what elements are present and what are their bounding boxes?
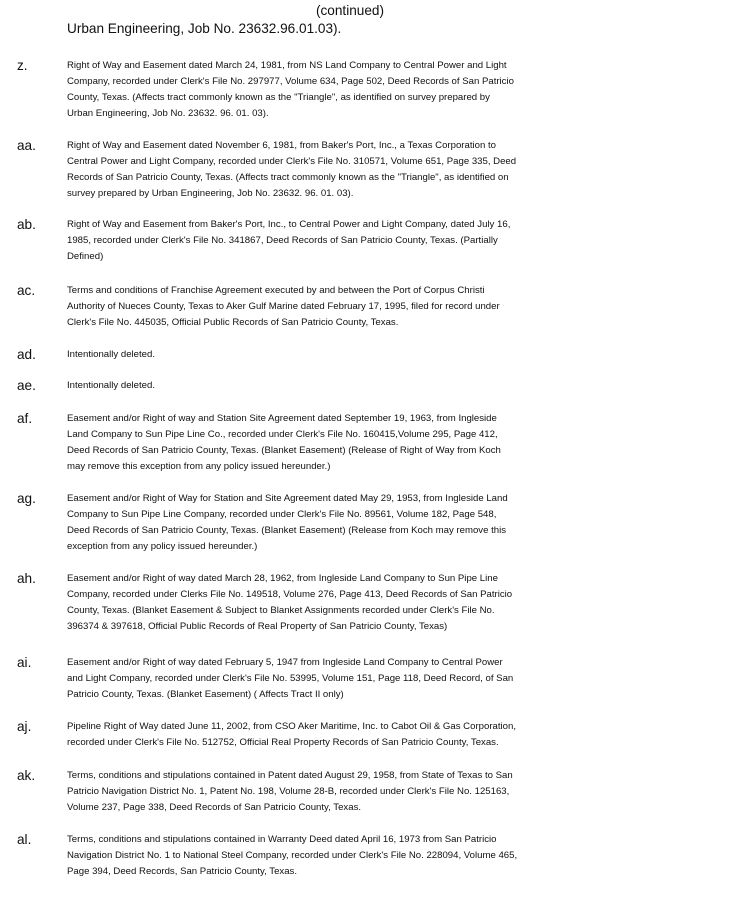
item-text (67, 571, 734, 635)
item-text-line: recorded under Clerk's File No. 512752, Official Real Property Records of San Patricio County, Texas. (67, 737, 499, 748)
item-letter: af. (17, 411, 33, 426)
item-text-line: Patricio County, Texas. (Blanket Easement) ( Affects Tract II only) (67, 689, 344, 700)
item-letter: ai. (17, 655, 32, 670)
item-text-line: Company, recorded under Clerks File No. 149518, Volume 276, Page 413, Deed Records of San Patricio (67, 589, 513, 600)
item-text (67, 347, 734, 363)
item-text (67, 719, 734, 751)
item-text-line: Page 394, Deed Records, San Patricio County, Texas. (67, 866, 298, 877)
item-text-line: Easement and/or Right of way and Station Site Agreement dated September 19, 1963, from Ingleside (67, 413, 497, 424)
item-text-line: Deed Records of San Patricio County, Texas. (Blanket Easement) (Release from Koch may remove this (67, 525, 507, 536)
item-text-line: Land Company to Sun Pipe Line Co., recorded under Clerk's File No. 160415,Volume 295, Page 412, (67, 429, 498, 440)
item-text (67, 491, 734, 555)
item-text (67, 378, 734, 394)
continuation-line: Urban Engineering, Job No. 23632.96.01.03). (67, 21, 342, 36)
item-text-line: Navigation District No. 1 to National Steel Company, recorded under Clerk's File No. 228094, Volume 465, (67, 850, 518, 861)
item-text-line: Intentionally deleted. (67, 380, 156, 391)
item-text-line: 396374 & 397618, Official Public Records of Real Property of San Patricio County, Texas) (67, 621, 448, 632)
item-text-line: Right of Way and Easement dated March 24, 1981, from NS Land Company to Central Power and Light (67, 60, 507, 71)
item-letter: ah. (17, 571, 36, 586)
item-text-line: Urban Engineering, Job No. 23632. 96. 01. 03). (67, 108, 269, 119)
item-text-line: County, Texas. (Blanket Easement & Subject to Blanket Assignments recorded under Clerk's File No. (67, 605, 495, 616)
item-letter: z. (17, 58, 28, 73)
item-text-line: Terms, conditions and stipulations contained in Patent dated August 29, 1958, from State of Texas to San (67, 770, 513, 781)
item-text-line: County, Texas. (Affects tract commonly known as the "Triangle", as identified on survey prepared by (67, 92, 490, 103)
item-text (67, 768, 734, 816)
item-text-line: Deed Records of San Patricio County, Texas. (Blanket Easement) (Release of Right of Way from Koch (67, 445, 501, 456)
item-text-line: Clerk's File No. 445035, Official Public Records of San Patricio County, Texas. (67, 317, 399, 328)
item-text-line: Easement and/or Right of way dated March 28, 1962, from Ingleside Land Company to Sun Pipe Line (67, 573, 498, 584)
item-letter: ae. (17, 378, 36, 393)
item-text-line: Authority of Nueces County, Texas to Aker Gulf Marine dated February 17, 1995, filed for record under (67, 301, 500, 312)
item-text-line: Right of Way and Easement dated November 6, 1981, from Baker's Port, Inc., a Texas Corporation to (67, 140, 496, 151)
item-text (67, 411, 734, 475)
item-text-line: Terms, conditions and stipulations contained in Warranty Deed dated April 16, 1973 from San Patricio (67, 834, 497, 845)
item-letter: aa. (17, 138, 36, 153)
item-text (67, 832, 734, 880)
item-letter: ak. (17, 768, 36, 783)
item-text-line: Intentionally deleted. (67, 349, 156, 360)
item-text-line: Pipeline Right of Way dated June 11, 2002, from CSO Aker Maritime, Inc. to Cabot Oil & Gas Corporation, (67, 721, 516, 732)
item-text-line: Records of San Patricio County, Texas. (Affects tract commonly known as the "Triangle", as identified on (67, 172, 509, 183)
item-text-line: may remove this exception from any policy issued hereunder.) (67, 461, 331, 472)
item-text-line: Company, recorded under Clerk's File No. 297977, Volume 634, Page 502, Deed Records of San Patricio (67, 76, 514, 87)
item-text (67, 283, 734, 331)
item-text-line: Volume 237, Page 338, Deed Records of San Patricio County, Texas. (67, 802, 362, 813)
item-text-line: Easement and/or Right of way dated February 5, 1947 from Ingleside Land Company to Central Power (67, 657, 503, 668)
item-letter: ag. (17, 491, 36, 506)
item-text-line: Central Power and Light Company, recorded under Clerk's File No. 310571, Volume 651, Page 335, Deed (67, 156, 517, 167)
item-text-line: and Light Company, recorded under Clerk's File No. 53995, Volume 151, Page 118, Deed Record, of San (67, 673, 514, 684)
item-text-line: Right of Way and Easement from Baker's Port, Inc., to Central Power and Light Company, dated July 16, (67, 219, 511, 230)
item-text-line: Company to Sun Pipe Line Company, recorded under Clerk's File No. 89561, Volume 182, Page 548, (67, 509, 497, 520)
item-text-line: exception from any policy issued hereunder.) (67, 541, 258, 552)
item-text (67, 217, 734, 265)
item-text-line: Easement and/or Right of Way for Station and Site Agreement dated May 29, 1953, from Ingleside Land (67, 493, 508, 504)
item-text (67, 58, 734, 122)
item-letter: ad. (17, 347, 36, 362)
item-text (67, 655, 734, 703)
item-text-line: Terms and conditions of Franchise Agreement executed by and between the Port of Corpus Christi (67, 285, 485, 296)
item-text-line: 1985, recorded under Clerk's File No. 341867, Deed Records of San Patricio County, Texas. (Partially (67, 235, 498, 246)
item-letter: al. (17, 832, 32, 847)
item-text-line: Patricio Navigation District No. 1, Patent No. 198, Volume 28-B, recorded under Clerk's File No. 125163, (67, 786, 510, 797)
item-letter: ab. (17, 217, 36, 232)
item-letter: aj. (17, 719, 32, 734)
item-text-line: survey prepared by Urban Engineering, Job No. 23632. 96. 01. 03). (67, 188, 354, 199)
continued-label: (continued) (315, 3, 384, 18)
item-text (67, 138, 734, 202)
item-text-line: Defined) (67, 251, 104, 262)
item-letter: ac. (17, 283, 36, 298)
